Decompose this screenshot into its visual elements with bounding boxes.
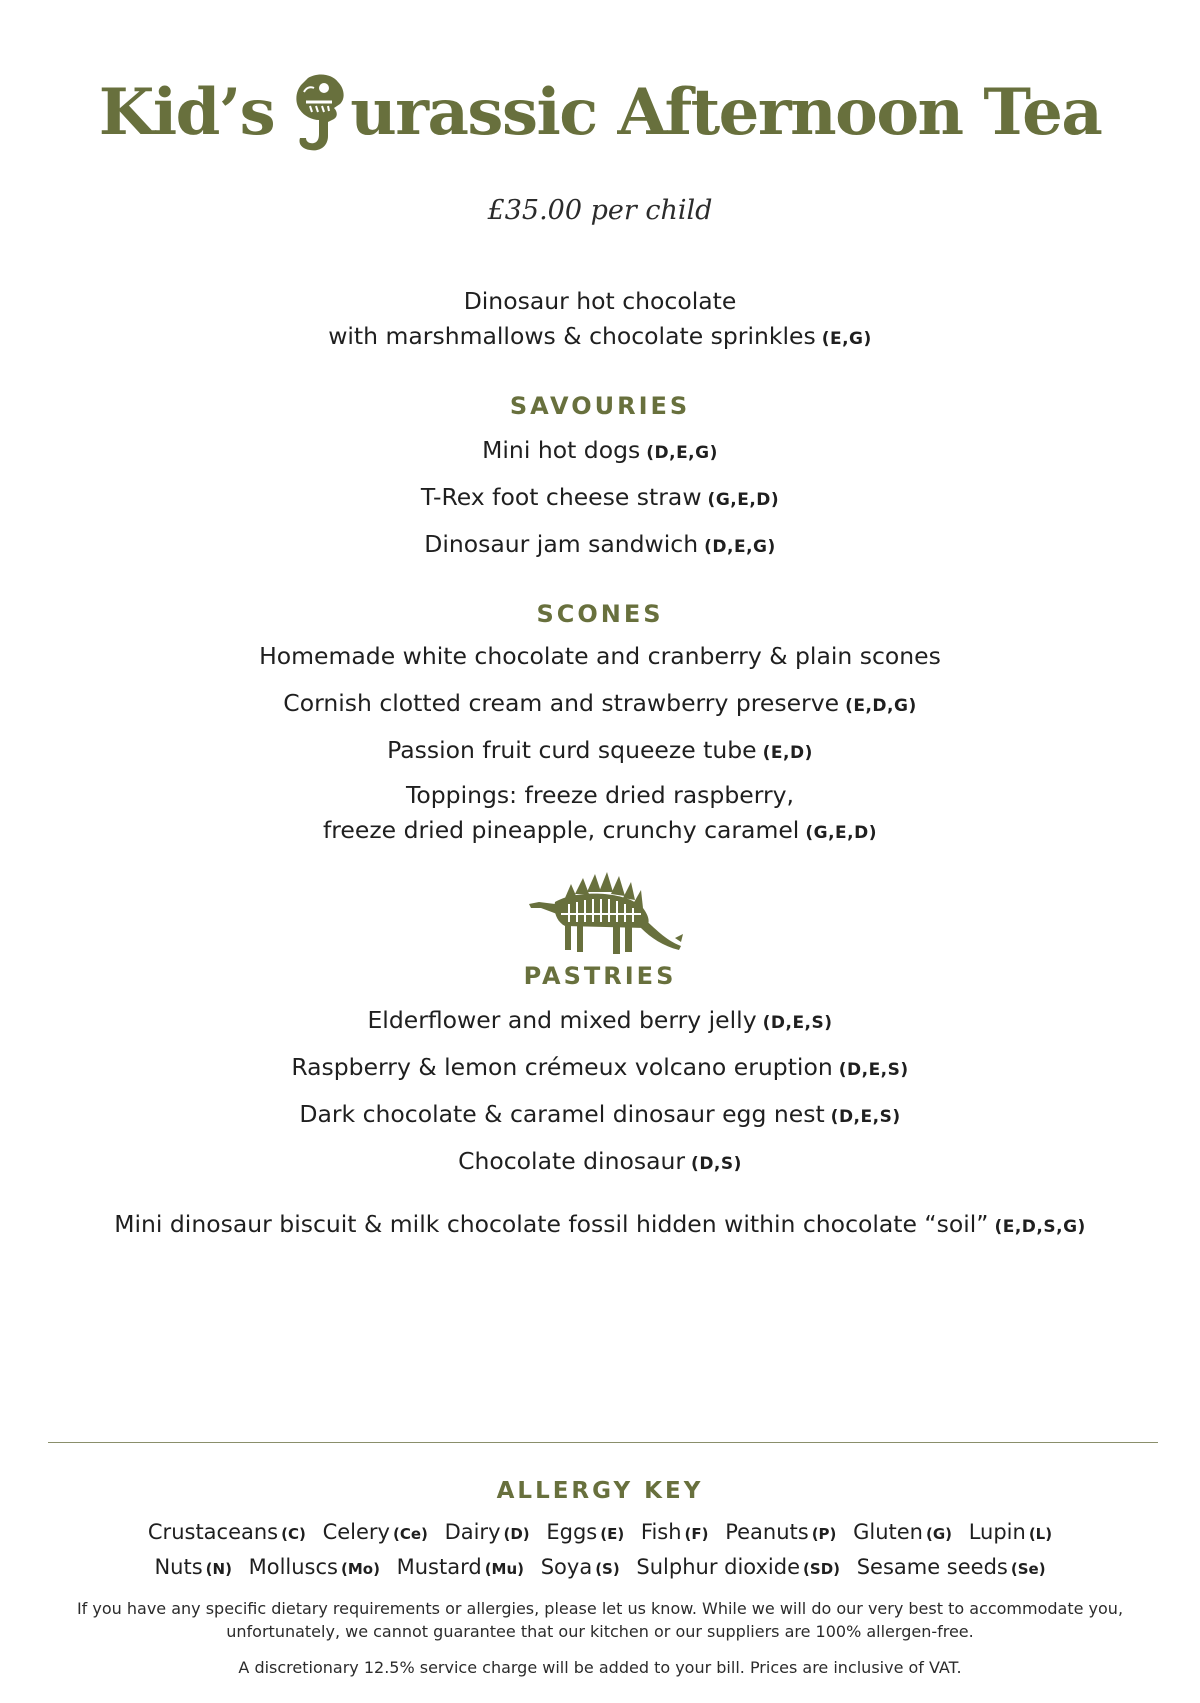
allergen-name: Sulphur dioxide — [636, 1555, 801, 1579]
toppings-line-1: Toppings: freeze dried raspberry, — [406, 781, 794, 809]
allergen-code: (Ce) — [392, 1525, 428, 1543]
allergen-code: (L) — [1028, 1525, 1053, 1543]
item-name: Raspberry & lemon crémeux volcano eruption — [291, 1053, 833, 1081]
allergen-code: (G,E,D) — [805, 823, 877, 843]
allergen-entry — [636, 1555, 840, 1579]
allergen-name: Sesame seeds — [856, 1555, 1008, 1579]
allergen-name: Celery — [322, 1520, 390, 1544]
drink-line-1: Dinosaur hot chocolate — [463, 287, 737, 315]
allergen-name: Gluten — [853, 1520, 923, 1544]
allergen-code: (E,G) — [821, 329, 872, 349]
allergy-row-2 — [0, 1555, 1200, 1579]
item-name: Homemade white chocolate and cranberry & plain scones — [259, 642, 941, 670]
toppings-item — [0, 778, 1200, 851]
allergen-name: Dairy — [444, 1520, 501, 1544]
title-part-jurassic: urassic Afternoon Tea — [350, 75, 1102, 150]
allergen-name: Nuts — [154, 1555, 203, 1579]
allergen-name: Molluscs — [248, 1555, 338, 1579]
drink-line-2 — [0, 319, 1200, 357]
list-item — [0, 642, 1200, 670]
toppings-line-2-text: freeze dried pineapple, crunchy caramel — [323, 816, 800, 844]
allergen-code: (C) — [281, 1525, 306, 1543]
allergen-code: (D,S) — [691, 1154, 742, 1174]
allergen-code: (E,D) — [762, 743, 813, 763]
pastries-heading: PASTRIES — [523, 962, 677, 990]
price-per-child: £35.00 per child — [487, 195, 713, 226]
t-rex-skull-icon — [288, 72, 350, 154]
allergen-name: Eggs — [546, 1520, 598, 1544]
allergen-code: (S) — [595, 1560, 620, 1578]
allergen-name: Mustard — [396, 1555, 482, 1579]
allergen-name: Crustaceans — [147, 1520, 279, 1544]
allergy-key-heading: ALLERGY KEY — [496, 1478, 704, 1504]
allergen-name: Fish — [640, 1520, 682, 1544]
allergen-entry — [969, 1520, 1052, 1544]
item-name: Mini dinosaur biscuit & milk chocolate fossil hidden within chocolate “soil” — [114, 1210, 989, 1238]
item-name: Mini hot dogs — [482, 436, 641, 464]
list-item — [0, 483, 1200, 511]
allergen-entry — [249, 1555, 380, 1579]
allergen-code: (D,E,S) — [762, 1013, 833, 1033]
list-item — [0, 1053, 1200, 1081]
scones-heading: SCONES — [536, 600, 664, 628]
savouries-heading: SAVOURIES — [509, 392, 691, 420]
list-item — [0, 1006, 1200, 1034]
allergen-code: (P) — [811, 1525, 837, 1543]
allergen-code: (F) — [684, 1525, 709, 1543]
stegosaurus-skeleton-icon — [525, 868, 685, 964]
allergen-entry — [725, 1520, 836, 1544]
drink-line-2-text: with marshmallows & chocolate sprinkles — [328, 322, 816, 350]
allergen-code: (G) — [925, 1525, 953, 1543]
list-item — [0, 1147, 1200, 1175]
allergen-entry — [641, 1520, 709, 1544]
dietary-note — [60, 1597, 1140, 1643]
allergen-code: (D) — [503, 1525, 530, 1543]
item-name: T-Rex foot cheese straw — [420, 483, 702, 511]
list-item — [0, 1100, 1200, 1128]
allergen-code: (Mo) — [340, 1560, 380, 1578]
allergen-code: (D,E,G) — [704, 537, 776, 557]
allergen-entry — [445, 1520, 530, 1544]
divider — [48, 1442, 1158, 1443]
item-name: Dark chocolate & caramel dinosaur egg nest — [299, 1100, 825, 1128]
allergen-code: (E,D,G) — [845, 696, 917, 716]
dietary-note-line-1: If you have any specific dietary requirements or allergies, please let us know. While we will do our very best to accommodate you, — [76, 1599, 1124, 1618]
allergen-code: (E) — [600, 1525, 625, 1543]
allergen-entry — [857, 1555, 1046, 1579]
allergen-name: Peanuts — [725, 1520, 809, 1544]
allergen-code: (Se) — [1010, 1560, 1046, 1578]
item-name: Dinosaur jam sandwich — [424, 530, 699, 558]
finale-item — [0, 1210, 1200, 1238]
toppings-line-2 — [0, 813, 1200, 851]
allergy-row-1 — [0, 1520, 1200, 1544]
title-part-kids: Kid’s — [98, 75, 275, 150]
allergen-code: (D,E,G) — [646, 443, 718, 463]
allergen-entry — [148, 1520, 306, 1544]
allergen-entry — [546, 1520, 624, 1544]
item-name: Cornish clotted cream and strawberry preserve — [283, 689, 840, 717]
allergen-name: Soya — [540, 1555, 593, 1579]
item-name: Passion fruit curd squeeze tube — [387, 736, 757, 764]
allergen-entry — [154, 1555, 231, 1579]
list-item — [0, 689, 1200, 717]
allergen-code: (N) — [205, 1560, 232, 1578]
allergen-code: (E,D,S,G) — [994, 1217, 1086, 1237]
drink-section — [0, 284, 1200, 357]
allergen-entry — [541, 1555, 620, 1579]
list-item — [0, 736, 1200, 764]
item-name: Chocolate dinosaur — [458, 1147, 686, 1175]
allergen-name: Lupin — [968, 1520, 1026, 1544]
allergen-entry — [323, 1520, 428, 1544]
list-item — [0, 436, 1200, 464]
allergen-entry — [853, 1520, 952, 1544]
allergen-entry — [397, 1555, 524, 1579]
allergen-code: (D,E,S) — [838, 1060, 909, 1080]
page-title — [0, 72, 1200, 150]
list-item — [0, 530, 1200, 558]
service-charge-note: A discretionary 12.5% service charge will be added to your bill. Prices are inclusive of VAT. — [238, 1658, 962, 1677]
allergen-code: (G,E,D) — [707, 490, 780, 510]
item-name: Elderflower and mixed berry jelly — [367, 1006, 757, 1034]
dietary-note-line-2: unfortunately, we cannot guarantee that our kitchen or our suppliers are 100% allergen-free. — [226, 1622, 974, 1641]
allergen-code: (D,E,S) — [830, 1107, 901, 1127]
allergen-code: (Mu) — [484, 1560, 525, 1578]
allergen-code: (SD) — [803, 1560, 840, 1578]
